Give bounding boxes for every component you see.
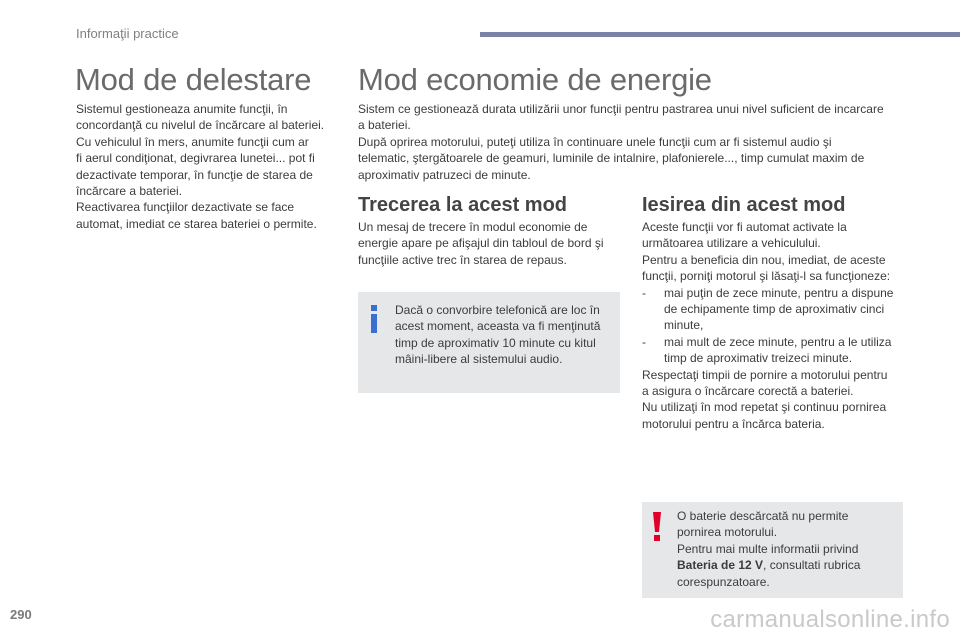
text-line: Sistem ce gestionează durata utilizării unor funcţii pentru pastrarea unui nivel suficient de incarcare bbox=[358, 102, 884, 116]
text-line: Pentru mai multe informatii privind bbox=[677, 541, 859, 556]
text-line: Nu utilizaţi în mod repetat şi continuu pornirea bbox=[642, 400, 887, 415]
text-line: timp de aproximativ treizeci minute. bbox=[664, 351, 853, 366]
text-line: telematic, ştergătoarele de geamuri, luminile de intalnire, plafonierele..., timp cumulat maxim de bbox=[358, 151, 865, 166]
text-line: a asigura o încărcare corectă a bateriei. bbox=[642, 384, 854, 399]
trecerea-body bbox=[358, 219, 620, 268]
text-line: Dacă o convorbire telefonică are loc în bbox=[395, 303, 600, 317]
text-line: aproximativ patruzeci de minute. bbox=[358, 167, 531, 182]
text-line: Aceste funcţii vor fi automat activate la bbox=[642, 220, 847, 234]
text-line: funcţiile active trec în starea de repaus. bbox=[358, 252, 567, 267]
text-line: concordanţă cu nivelul de încărcare al bateriei. bbox=[76, 118, 325, 133]
left-body bbox=[76, 101, 351, 232]
text-line: automat, imediat ce starea bateriei o permite. bbox=[76, 216, 317, 231]
list-item bbox=[642, 285, 907, 334]
text-line: pornirea motorului. bbox=[677, 525, 778, 540]
text-line: minute, bbox=[664, 318, 704, 333]
text-line: funcţii, porniţi motorul şi lăsaţi-l sa funcţioneze: bbox=[642, 269, 891, 284]
text-line: După oprirea motorului, puteţi utiliza în continuare unele funcţii cum ar fi sistemul audio şi bbox=[358, 134, 832, 149]
info-box bbox=[358, 292, 620, 393]
watermark: carmanualsonline.info bbox=[710, 606, 950, 633]
trecerea-title: Trecerea la acest mod bbox=[358, 194, 568, 216]
page-number: 290 bbox=[10, 607, 32, 622]
text-line bbox=[677, 557, 897, 573]
right-intro bbox=[358, 101, 918, 183]
text-line: de echipamente timp de aproximativ cinci bbox=[664, 302, 885, 317]
text-line: mai mult de zece minute, pentru a le utiliza bbox=[664, 334, 892, 349]
warning-box-text bbox=[677, 508, 897, 590]
text-line: încărcare a bateriei. bbox=[76, 184, 183, 199]
right-title: Mod economie de energie bbox=[358, 62, 712, 97]
text-line: Pentru a beneficia din nou, imediat, de aceste bbox=[642, 252, 886, 267]
text-line: a bateriei. bbox=[358, 118, 411, 133]
text-line: motorului pentru a încărca bateria. bbox=[642, 416, 825, 431]
warning-icon bbox=[650, 512, 664, 542]
list-item bbox=[642, 334, 907, 367]
text-line: următoarea utilizare a vehiculului. bbox=[642, 236, 821, 251]
text-line: timp de aproximativ 10 minute cu kitul bbox=[395, 335, 596, 350]
text-line: corespunzatoare. bbox=[677, 574, 770, 589]
dash-bullet: - bbox=[642, 285, 646, 300]
text-line: O baterie descărcată nu permite bbox=[677, 509, 849, 523]
text-line: mâini-libere al sistemului audio. bbox=[395, 352, 563, 367]
text-line: Un mesaj de trecere în modul economie de bbox=[358, 220, 588, 234]
iesirea-title: Iesirea din acest mod bbox=[642, 194, 846, 216]
text-line: Reactivarea funcţiilor dezactivate se face bbox=[76, 200, 295, 215]
text-line: dezactivate temporar, în funcţie de starea de bbox=[76, 167, 313, 182]
dash-bullet: - bbox=[642, 334, 646, 349]
warning-box bbox=[642, 502, 903, 598]
left-title: Mod de delestare bbox=[75, 62, 312, 97]
text-line: energie apare pe afişajul din tabloul de bord şi bbox=[358, 236, 604, 251]
text-line: fi aerul condiţionat, degivrarea lunetei... pot fi bbox=[76, 151, 315, 166]
battery-bold: Bateria de 12 V bbox=[677, 558, 764, 573]
text-line: mai puţin de zece minute, pentru a dispune bbox=[664, 285, 894, 300]
info-icon bbox=[366, 305, 382, 333]
iesirea-body bbox=[642, 219, 907, 432]
section-label: Informaţii practice bbox=[76, 26, 179, 41]
text-line: Sistemul gestioneaza anumite funcţii, în bbox=[76, 102, 288, 116]
text-line: Respectaţi timpii de pornire a motorului pentru bbox=[642, 367, 888, 382]
header-rule bbox=[480, 32, 960, 37]
text-fragment: , consultati rubrica bbox=[763, 558, 861, 573]
text-line: acest moment, aceasta va fi menţinută bbox=[395, 319, 601, 334]
text-line: Cu vehiculul în mers, anumite funcţii cum ar bbox=[76, 134, 309, 149]
info-box-text bbox=[395, 302, 615, 368]
